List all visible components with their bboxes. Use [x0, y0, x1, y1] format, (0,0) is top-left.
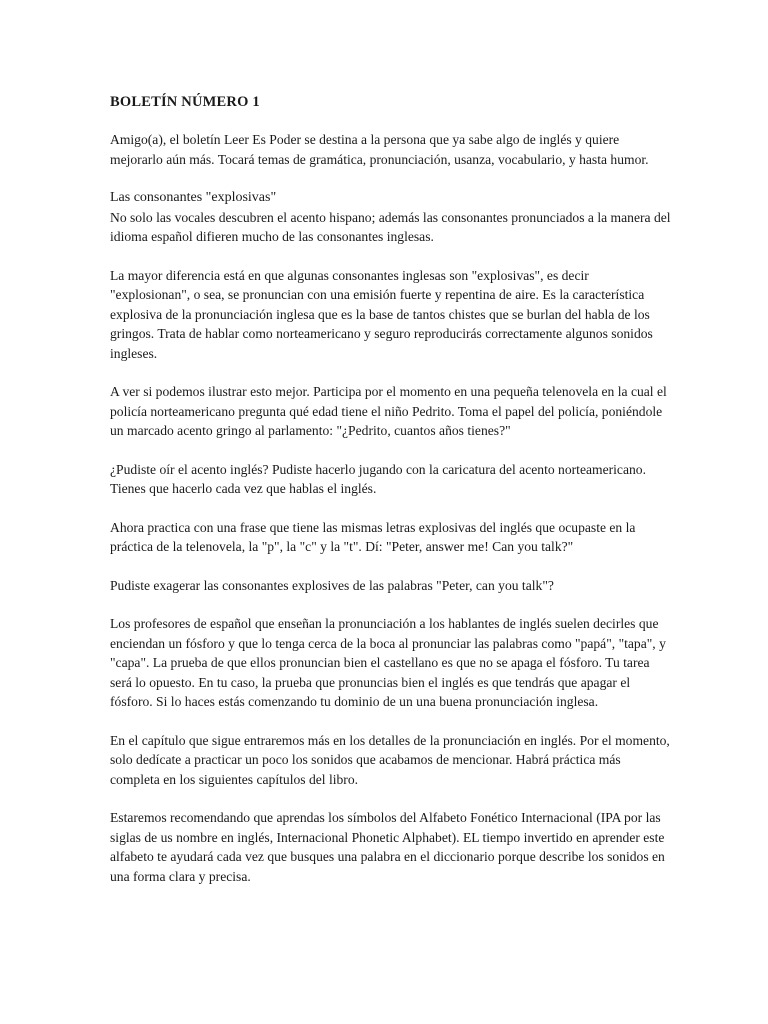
paragraph-7: Los profesores de español que enseñan la pronunciación a los hablantes de inglés suelen decirles que enciendan un fósforo y que lo tenga cerca de la boca al pronunciar las palabras como "papá", "tapa", y "capa". La prueba de que ellos pronuncian bien el castellano es que no se apaga el fósforo. Tu tarea será lo opuesto. En tu caso, la prueba que pronuncias bien el inglés es que tendrás que apagar el fósforo. Si lo haces estás comenzando tu dominio de un una buena pronunciación inglesa.: [110, 616, 666, 709]
paragraph-2: La mayor diferencia está en que algunas consonantes inglesas son "explosivas", es decir "explosionan", o sea, se pronuncian con una emisión fuerte y repentina de aire. Es la característica explosiva de la pronunciación inglesa que es la base de tantos chistes que se burlan del habla de los gringos. Trata de hablar como norteamericano y seguro reproducirás correctamente algunos sonidos ingleses.: [110, 267, 653, 361]
section-heading: Las consonantes "explosivas": [110, 190, 277, 205]
document-title: BOLETÍN NÚMERO 1: [110, 94, 260, 110]
paragraph-1: No solo las vocales descubren el acento hispano; además las consonantes pronunciados a la manera del idioma español difieren mucho de las consonantes inglesas.: [110, 209, 671, 244]
paragraph-8: En el capítulo que sigue entraremos más en los detalles de la pronunciación en inglés. Por el momento, solo dedícate a practicar un poco los sonidos que acabamos de mencionar. Habrá práctica más completa en los siguientes capítulos del libro.: [110, 732, 670, 787]
intro-paragraph: Amigo(a), el boletín Leer Es Poder se destina a la persona que ya sabe algo de inglés y quiere mejorarlo aún más. Tocará temas de gramática, pronunciación, usanza, vocabulario, y hasta humor.: [110, 132, 649, 167]
section-block: [110, 188, 672, 247]
paragraph-9: Estaremos recomendando que aprendas los símbolos del Alfabeto Fonético Internacional (IPA por las siglas de us nombre en inglés, Internacional Phonetic Alphabet). EL tiempo invertido en aprender este alfabeto te ayudará cada vez que busques una palabra en el diccionario porque describe los sonidos en una forma clara y precisa.: [110, 810, 665, 884]
paragraph-6: Pudiste exagerar las consonantes explosives de las palabras "Peter, can you talk"?: [110, 577, 554, 593]
paragraph-5: Ahora practica con una frase que tiene las mismas letras explosivas del inglés que ocupaste en la práctica de la telenovela, la "p", la "c" y la "t". Dí: "Peter, answer me! Can you talk?": [110, 519, 636, 554]
paragraph-4: ¿Pudiste oír el acento inglés? Pudiste hacerlo jugando con la caricatura del acento norteamericano. Tienes que hacerlo cada vez que hablas el inglés.: [110, 461, 646, 496]
paragraph-3: A ver si podemos ilustrar esto mejor. Participa por el momento en una pequeña telenovela en la cual el policía norteamericano pregunta qué edad tiene el niño Pedrito. Toma el papel del policía, poniéndole un marcado acento gringo al parlamento: "¿Pedrito, cuantos años tienes?": [110, 384, 667, 438]
